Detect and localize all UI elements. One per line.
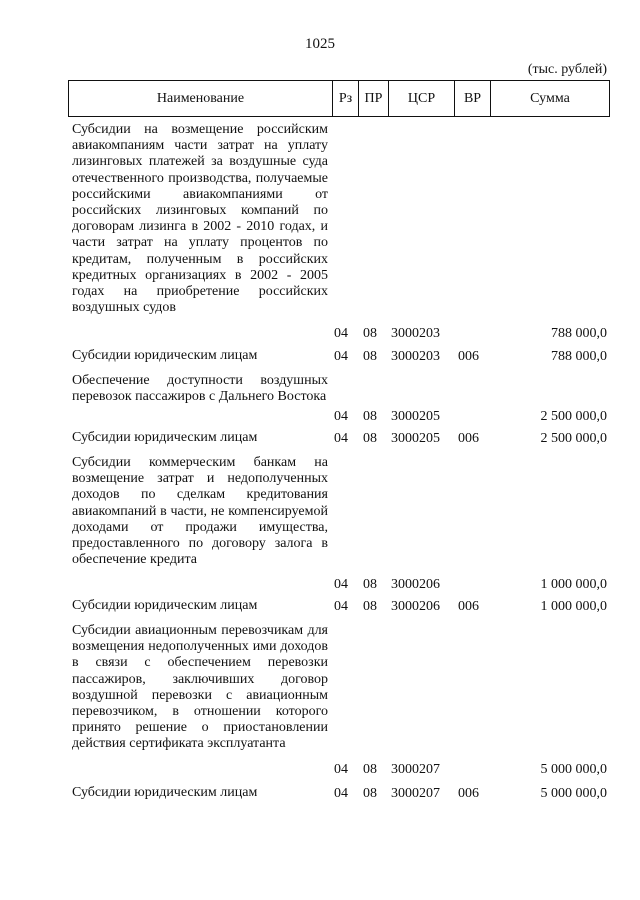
- row-rz: 04: [334, 348, 348, 364]
- row-name: Субсидии авиационным перевозчикам для возмещения недополученных ими доходов в связи с обеспечением перевозки пассажиров, заключивших договор воздушной перевозки с авиационным перевозчиком, в отношении которого принято решение о приостановлении действия сертификата эксплуатанта: [72, 623, 328, 752]
- row-csr: 3000205: [391, 408, 440, 424]
- row-pr: 08: [363, 576, 377, 592]
- header-sum: Сумма: [490, 81, 610, 116]
- row-name: Субсидии юридическим лицам: [72, 348, 258, 363]
- row-name: Субсидии юридическим лицам: [72, 430, 258, 445]
- row-pr: 08: [363, 598, 377, 614]
- row-rz: 04: [334, 430, 348, 446]
- row-csr: 3000203: [391, 348, 440, 364]
- row-pr: 08: [363, 408, 377, 424]
- header-rz: Рз: [332, 81, 358, 116]
- row-csr: 3000207: [391, 785, 440, 801]
- header-pr: ПР: [358, 81, 388, 116]
- row-csr: 3000203: [391, 325, 440, 341]
- row-sum: 2 500 000,0: [540, 408, 607, 424]
- row-vr: 006: [458, 598, 479, 614]
- row-pr: 08: [363, 430, 377, 446]
- header-csr: ЦСР: [388, 81, 454, 116]
- row-vr: 006: [458, 430, 479, 446]
- row-pr: 08: [363, 761, 377, 777]
- row-name: Субсидии юридическим лицам: [72, 785, 258, 800]
- row-name: Обеспечение доступности воздушных перевозок пассажиров с Дальнего Востока: [72, 373, 328, 405]
- table-row: [0, 348, 640, 365]
- units-label: (тыс. рублей): [527, 62, 607, 77]
- row-csr: 3000206: [391, 598, 440, 614]
- row-pr: 08: [363, 348, 377, 364]
- row-name: Субсидии юридическим лицам: [72, 598, 258, 613]
- table-row: [0, 785, 640, 802]
- row-pr: 08: [363, 325, 377, 341]
- row-pr: 08: [363, 785, 377, 801]
- table-row: [0, 455, 640, 593]
- row-sum: 5 000 000,0: [540, 761, 607, 777]
- row-sum: 788 000,0: [551, 325, 607, 341]
- row-name: Субсидии коммерческим банкам на возмещение затрат и недополученных доходов по сделкам кредитования авиакомпаний в части, не компенсируемой доходами от продажи имущества, предоставленного по договору залога в обеспечение кредита: [72, 455, 328, 568]
- row-name: Субсидии на возмещение российским авиакомпаниям части затрат на уплату лизинговых платежей за воздушные суда отечественного производства, получаемые российскими авиакомпаниями от российских лизинговых компаний по договорам лизинга в 2002 - 2010 годах, и части затрат на уплату процентов по кредитам, полученным в российских кредитных организациях в 2002 - 2005 годах на приобретение российских воздушных судов: [72, 122, 328, 316]
- row-rz: 04: [334, 598, 348, 614]
- header-vr: ВР: [454, 81, 490, 116]
- row-csr: 3000207: [391, 761, 440, 777]
- row-sum: 1 000 000,0: [540, 576, 607, 592]
- row-rz: 04: [334, 408, 348, 424]
- table-row: [0, 430, 640, 447]
- table-row: [0, 623, 640, 778]
- table-row: [0, 122, 640, 342]
- header-name: Наименование: [68, 81, 332, 116]
- table-row: [0, 598, 640, 615]
- table-header: [68, 80, 610, 117]
- row-sum: 1 000 000,0: [540, 598, 607, 614]
- row-rz: 04: [334, 576, 348, 592]
- row-rz: 04: [334, 761, 348, 777]
- row-csr: 3000206: [391, 576, 440, 592]
- table-row: [0, 373, 640, 425]
- row-sum: 788 000,0: [551, 348, 607, 364]
- row-vr: 006: [458, 348, 479, 364]
- row-rz: 04: [334, 785, 348, 801]
- row-csr: 3000205: [391, 430, 440, 446]
- row-vr: 006: [458, 785, 479, 801]
- row-sum: 5 000 000,0: [540, 785, 607, 801]
- page-number: 1025: [305, 36, 335, 52]
- row-sum: 2 500 000,0: [540, 430, 607, 446]
- row-rz: 04: [334, 325, 348, 341]
